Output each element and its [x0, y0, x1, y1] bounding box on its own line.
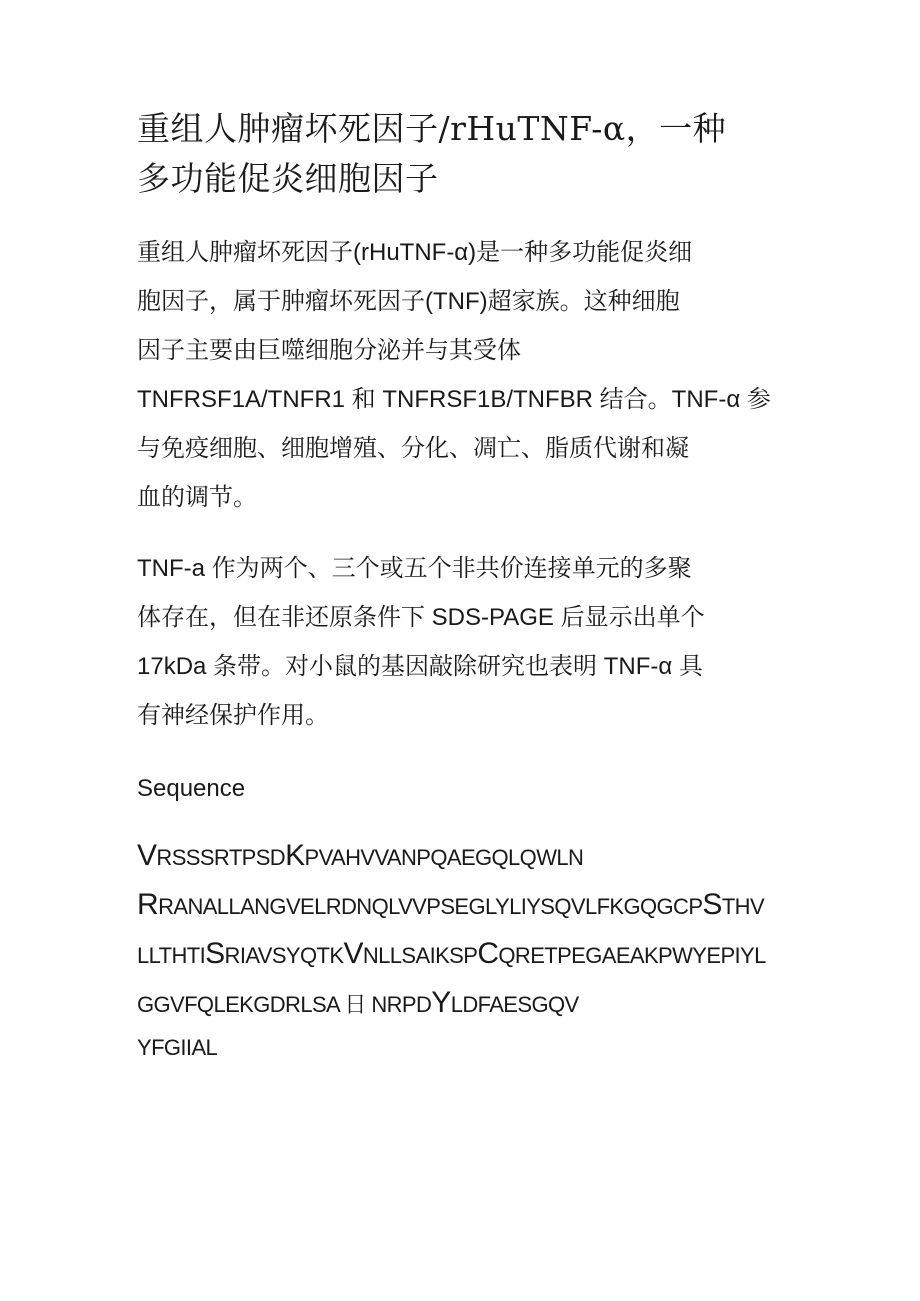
- paragraph-line: 胞因子，属于肿瘤坏死因子(TNF)超家族。这种细胞: [137, 288, 680, 315]
- sequence-heading: Sequence: [137, 775, 246, 802]
- sequence-residues: RIAVSYQTK: [224, 943, 344, 968]
- sequence-line: [137, 930, 787, 979]
- sequence-residues: THV: [721, 894, 765, 919]
- title-line-2: 多功能促炎细胞因子: [137, 159, 439, 198]
- sequence-residues: LLTHTI: [137, 943, 206, 968]
- sequence-line: YFGIIAL: [137, 1035, 218, 1060]
- intro-paragraph: [137, 228, 787, 522]
- sequence-residues: NLLSAIKSP: [362, 943, 478, 968]
- sequence-residues: LDFAESGQV: [450, 992, 579, 1017]
- document-page: [137, 104, 787, 1068]
- sequence-residue-large: V: [137, 839, 157, 872]
- paragraph-line: 因子主要由巨噬细胞分泌并与其受体: [137, 337, 521, 364]
- sequence-line: [137, 881, 787, 930]
- paragraph-line: TNF-a 作为两个、三个或五个非共价连接单元的多聚: [137, 555, 692, 582]
- sequence-residue-large: K: [285, 839, 305, 872]
- sequence-residues: RANALLANGVELRDNQLVVPSEGLYLIYSQVLFKGQGCP: [158, 894, 703, 919]
- sequence-block: [137, 832, 787, 1068]
- multimer-paragraph: [137, 544, 787, 740]
- sequence-residues: RSSSRTPSD: [156, 845, 286, 870]
- sequence-residue-large: S: [702, 888, 722, 921]
- paragraph-line: 血的调节。: [137, 484, 257, 511]
- paragraph-line: 重组人肿瘤坏死因子(rHuTNF-α)是一种多功能促炎细: [137, 239, 693, 266]
- paragraph-line: 与免疫细胞、细胞增殖、分化、凋亡、脂质代谢和凝: [137, 435, 689, 462]
- title-line-1: 重组人肿瘤坏死因子/rHuTNF-α，一种: [137, 109, 727, 148]
- document-title: [137, 104, 787, 204]
- sequence-residue-large: R: [137, 888, 159, 921]
- sequence-residue-large: Y: [431, 986, 451, 1019]
- sequence-residues: PVAHVVANPQAEGQLQWLN: [304, 845, 584, 870]
- sequence-residue-large: S: [205, 937, 225, 970]
- paragraph-line: 17kDa 条带。对小鼠的基因敲除研究也表明 TNF-α 具: [137, 653, 703, 680]
- sequence-residue-large: C: [477, 937, 499, 970]
- sequence-residues: QRETPEGAEAKPWYEPIYL: [498, 943, 766, 968]
- paragraph-line: 有神经保护作用。: [137, 702, 329, 729]
- sequence-residue-large: V: [343, 937, 363, 970]
- sequence-line: [137, 979, 787, 1028]
- sequence-residues: GGVFQLEKGDRLSA 日 NRPD: [137, 992, 432, 1017]
- sequence-line: [137, 832, 787, 881]
- paragraph-line: TNFRSF1A/TNFR1 和 TNFRSF1B/TNFBR 结合。TNF-α 参: [137, 386, 771, 413]
- paragraph-line: 体存在，但在非还原条件下 SDS-PAGE 后显示出单个: [137, 604, 705, 631]
